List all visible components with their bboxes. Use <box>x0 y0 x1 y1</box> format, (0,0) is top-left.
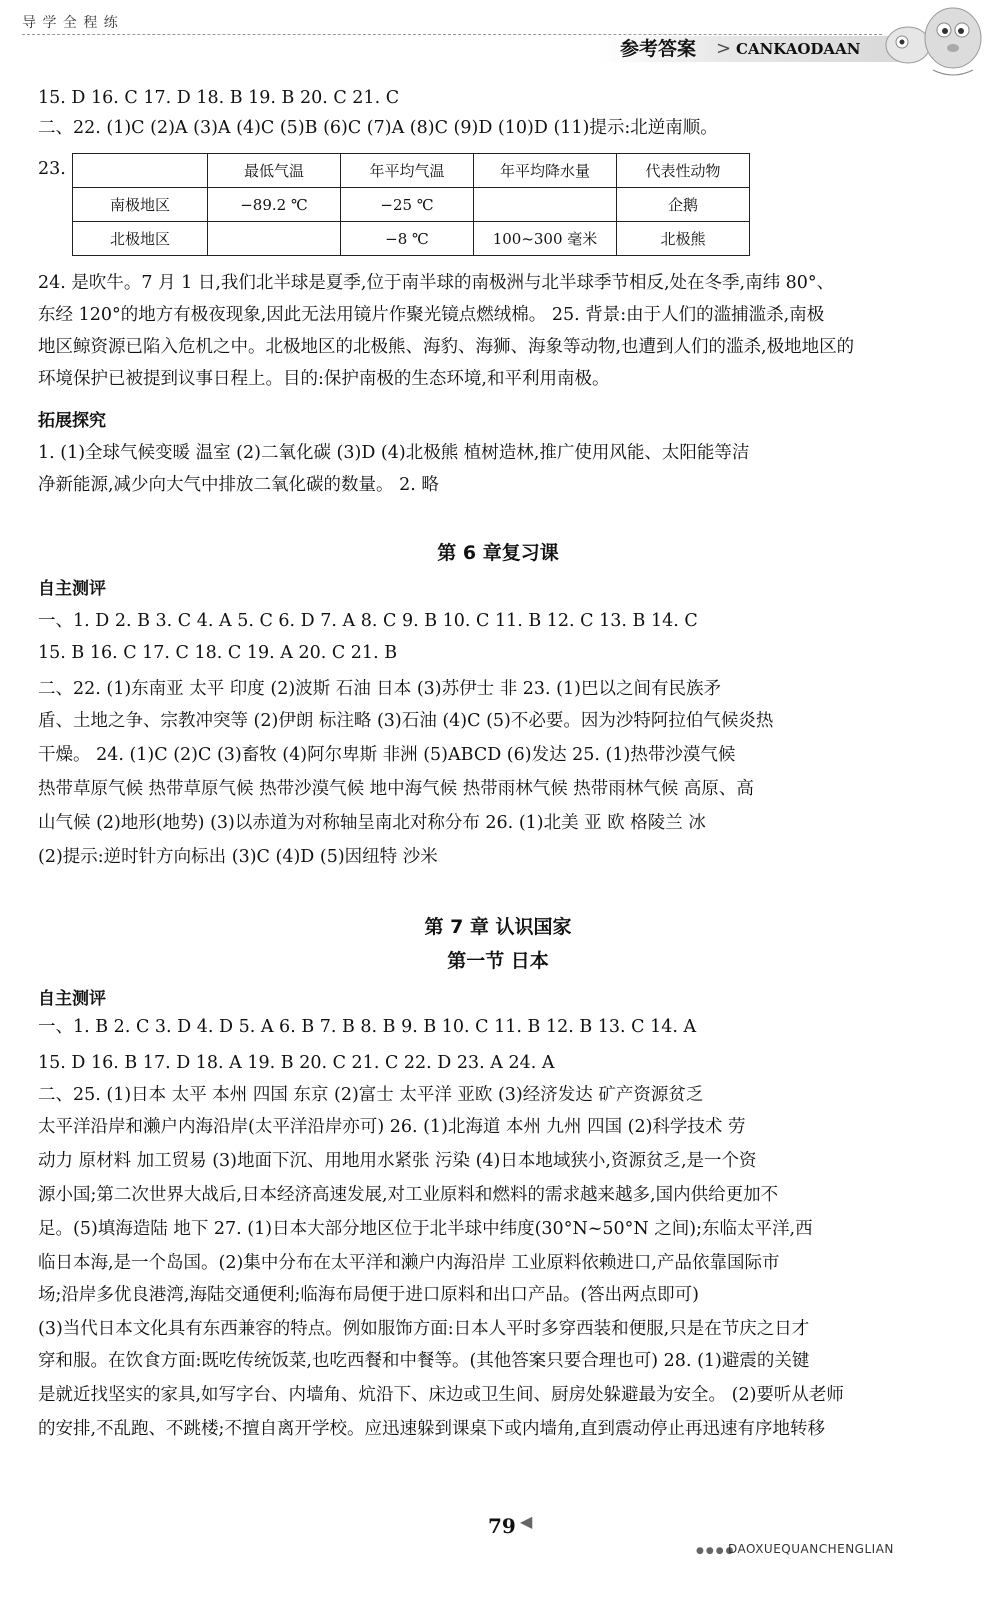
footer-arrow-icon: ◀ <box>520 1512 533 1531</box>
answer-line-15-21: 15. D 16. C 17. D 18. B 19. B 20. C 21. C <box>38 88 400 108</box>
chapter-7-line: 源小国;第二次世界大战后,日本经济高速发展,对工业原料和燃料的需求越来越多,国内供给更加不 <box>38 1185 779 1205</box>
chapter-7-line: 二、25. (1)日本 太平 本州 四国 东京 (2)富士 太平洋 亚欧 (3)经济发达 矿产资源贫乏 <box>38 1085 704 1105</box>
extension-line: 净新能源,减少向大气中排放二氧化碳的数量。 2. 略 <box>38 475 439 495</box>
table-cell: 南极地区 <box>73 188 208 222</box>
chapter-7-line: 一、1. B 2. C 3. D 4. D 5. A 6. B 7. B 8. B 9. B 10. C 11. B 12. B 13. C 14. A <box>38 1017 697 1037</box>
answer-line-22: 二、22. (1)C (2)A (3)A (4)C (5)B (6)C (7)A (8)C (9)D (10)D (11)提示:北逆南顺。 <box>38 118 718 138</box>
footer-series-pinyin: DAOXUEQUANCHENGLIAN <box>728 1542 894 1556</box>
chapter-6-line: 盾、土地之争、宗教冲突等 (2)伊朗 标注略 (3)石油 (4)C (5)不必要。因为沙特阿拉伯气候炎热 <box>38 711 774 731</box>
table-header-cell: 年平均气温 <box>341 154 474 188</box>
chapter-7-line: 足。(5)填海造陆 地下 27. (1)日本大部分地区位于北半球中纬度(30°N~50°N 之间);东临太平洋,西 <box>38 1219 813 1239</box>
chapter-6-line: 山气候 (2)地形(地势) (3)以赤道为对称轴呈南北对称分布 26. (1)北美 亚 欧 格陵兰 冰 <box>38 813 706 833</box>
table-cell: 100~300 毫米 <box>474 222 617 256</box>
table-cell: −8 ℃ <box>341 222 474 256</box>
table-cell <box>208 222 341 256</box>
chapter-7-line: 太平洋沿岸和濑户内海沿岸(太平洋沿岸亦可) 26. (1)北海道 本州 九州 四国 (2)科学技术 劳 <box>38 1117 746 1137</box>
section-heading-self-test: 自主测评 <box>38 579 106 599</box>
table-cell: 北极地区 <box>73 222 208 256</box>
chapter-6-line: 一、1. D 2. B 3. C 4. A 5. C 6. D 7. A 8. C 9. B 10. C 11. B 12. C 13. B 14. C <box>38 611 698 631</box>
answer-24-line: 地区鲸资源已陷入危机之中。北极地区的北极熊、海豹、海狮、海象等动物,也遭到人们的滥杀,极地地区的 <box>38 337 855 357</box>
table-header-cell <box>73 154 208 188</box>
table-cell <box>474 188 617 222</box>
answer-arrow-icon: > <box>716 38 732 59</box>
chapter-6-line: 干燥。 24. (1)C (2)C (3)畜牧 (4)阿尔卑斯 非洲 (5)ABCD (6)发达 25. (1)热带沙漠气候 <box>38 745 736 765</box>
header-dashed-line <box>22 34 882 35</box>
table-cell: 北极熊 <box>617 222 750 256</box>
table-cell: 企鹅 <box>617 188 750 222</box>
chapter-7-line: 穿和服。在饮食方面:既吃传统饭菜,也吃西餐和中餐等。(其他答案只要合理也可) 28. (1)避震的关键 <box>38 1351 810 1371</box>
chapter-7-line: (3)当代日本文化具有东西兼容的特点。例如服饰方面:日本人平时多穿西装和便服,只是在节庆之日才 <box>38 1319 810 1339</box>
chapter-6-line: 二、22. (1)东南亚 太平 印度 (2)波斯 石油 日本 (3)苏伊士 非 23. (1)巴以之间有民族矛 <box>38 679 721 699</box>
chapter-6-title: 第 6 章复习课 <box>437 542 559 564</box>
chapter-7-title: 第 7 章 认识国家 <box>424 916 572 938</box>
chapter-7-section-title: 第一节 日本 <box>447 950 549 972</box>
table-header-cell: 最低气温 <box>208 154 341 188</box>
table-header-row <box>73 154 750 188</box>
table-header-cell: 代表性动物 <box>617 154 750 188</box>
chapter-7-line: 是就近找坚实的家具,如写字台、内墙角、炕沿下、床边或卫生间、厨房处躲避最为安全。 (2)要听从老师 <box>38 1385 844 1405</box>
footer-dots-icon: ●●●● <box>696 1546 736 1556</box>
table-header-cell: 年平均降水量 <box>474 154 617 188</box>
table-row <box>73 222 750 256</box>
chapter-7-line: 临日本海,是一个岛国。(2)集中分布在太平洋和濑户内海沿岸 工业原料依赖进口,产品依靠国际市 <box>38 1253 780 1273</box>
answer-title: 参考答案 <box>620 38 697 60</box>
section-heading-self-test: 自主测评 <box>38 989 106 1009</box>
table-row <box>73 188 750 222</box>
chapter-7-line: 动力 原材料 加工贸易 (3)地面下沉、用地用水紧张 污染 (4)日本地域狭小,资源贫乏,是一个资 <box>38 1151 757 1171</box>
chapter-6-line: 15. B 16. C 17. C 18. C 19. A 20. C 21. B <box>38 643 398 663</box>
section-heading-extension: 拓展探究 <box>38 411 106 431</box>
page-number: 79 <box>488 1514 516 1538</box>
chapter-6-line: 热带草原气候 热带草原气候 热带沙漠气候 地中海气候 热带雨林气候 热带雨林气候 高原、高 <box>38 779 754 799</box>
climate-comparison-table <box>72 153 750 256</box>
mascot-icon <box>878 0 996 80</box>
table-cell: −89.2 ℃ <box>208 188 341 222</box>
answer-24-line: 24. 是吹牛。7 月 1 日,我们北半球是夏季,位于南半球的南极洲与北半球季节相反,处在冬季,南纬 80°、 <box>38 273 835 293</box>
chapter-7-line: 的安排,不乱跑、不跳楼;不擅自离开学校。应迅速躲到课桌下或内墙角,直到震动停止再迅速有序地转移 <box>38 1419 826 1439</box>
question-23-number: 23. <box>38 159 66 179</box>
series-brand: 导 学 全 程 练 <box>22 15 119 31</box>
answer-24-line: 东经 120°的地方有极夜现象,因此无法用镜片作聚光镜点燃绒棉。 25. 背景:由于人们的滥捕滥杀,南极 <box>38 305 825 325</box>
chapter-7-line: 场;沿岸多优良港湾,海陆交通便利;临海布局便于进口原料和出口产品。(答出两点即可) <box>38 1285 700 1305</box>
page-header <box>0 0 996 86</box>
answer-24-line: 环境保护已被提到议事日程上。目的:保护南极的生态环境,和平利用南极。 <box>38 369 610 389</box>
extension-line: 1. (1)全球气候变暖 温室 (2)二氧化碳 (3)D (4)北极熊 植树造林,推广使用风能、太阳能等洁 <box>38 443 750 463</box>
answer-pinyin: CANKAODAAN <box>736 40 861 58</box>
table-cell: −25 ℃ <box>341 188 474 222</box>
chapter-6-line: (2)提示:逆时针方向标出 (3)C (4)D (5)因纽特 沙米 <box>38 847 438 867</box>
chapter-7-line: 15. D 16. B 17. D 18. A 19. B 20. C 21. C 22. D 23. A 24. A <box>38 1053 555 1073</box>
